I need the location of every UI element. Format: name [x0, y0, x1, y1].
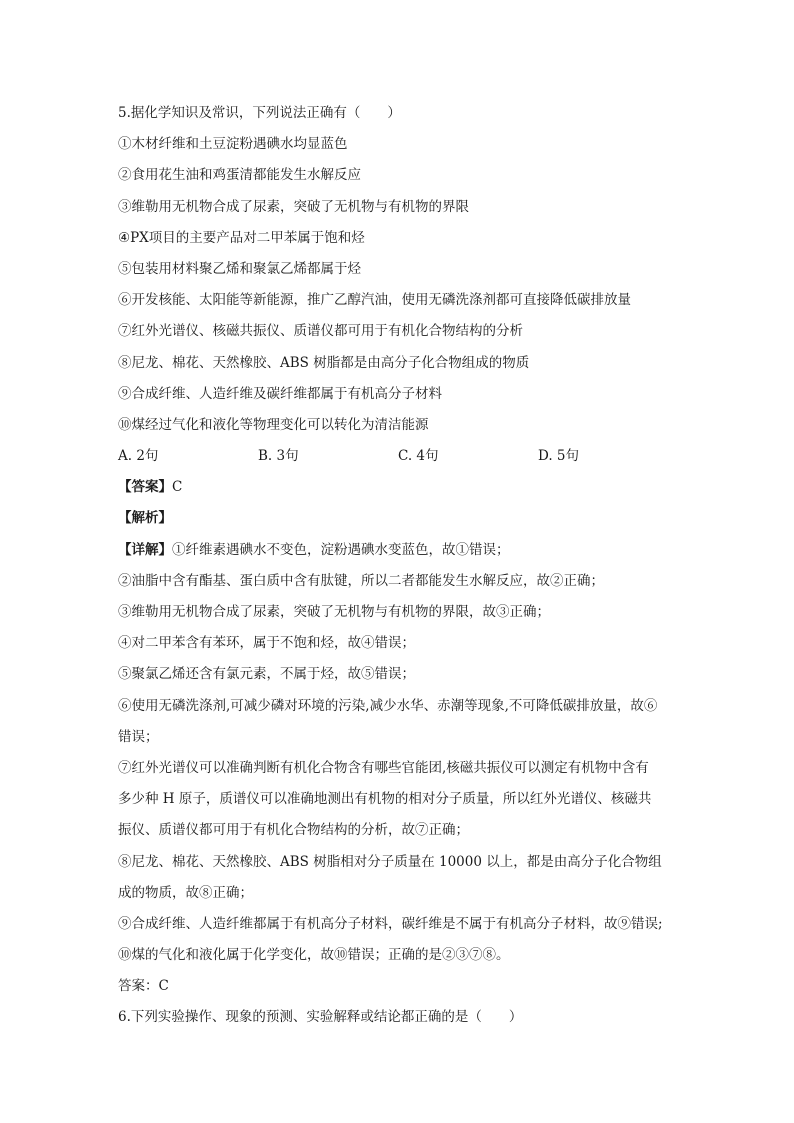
detail-line-3: ③维勒用无机物合成了尿素，突破了无机物与有机物的界限，故③正确； — [118, 604, 550, 620]
detail-line-5: ⑤聚氯乙烯还含有氯元素，不属于烃，故⑤错误； — [118, 666, 415, 683]
detail-line-8: ⑦红外光谱仪可以准确判断有机化合物含有哪些官能团,核磁共振仪可以测定有机物中含有 — [118, 759, 649, 776]
detail-line-7: 错误； — [118, 728, 159, 745]
detail-line-6: ⑥使用无磷洗涤剂,可减少磷对环境的污染,减少水华、赤潮等现象,不可降低碳排放量，故⑥ — [118, 697, 658, 714]
statement-4: ④PX项目的主要产品对二甲苯属于饱和烃 — [118, 229, 365, 246]
statement-3: ③维勒用无机物合成了尿素，突破了无机物与有机物的界限 — [118, 198, 469, 215]
detail-line-2: ②油脂中含有酯基、蛋白质中含有肽键，所以二者都能发生水解反应，故②正确； — [118, 572, 604, 589]
detail-line-4: ④对二甲苯含有苯环，属于不饱和烃，故④错误； — [118, 635, 415, 652]
statement-6: ⑥开发核能、太阳能等新能源，推广乙醇汽油，使用无磷洗涤剂都可直接降低碳排放量 — [118, 292, 631, 309]
statement-2: ②食用花生油和鸡蛋清都能发生水解反应 — [118, 167, 361, 184]
option-c: C. 4句 — [398, 448, 439, 465]
detail-line-10: 振仪、质谱仪都可用于有机化合物结构的分析，故⑦正确； — [118, 822, 469, 839]
option-d: D. 5句 — [538, 448, 580, 465]
question-6-stem: 6.下列实验操作、现象的预测、实验解释或结论都正确的是（ ） — [118, 1009, 523, 1026]
statement-8: ⑧尼龙、棉花、天然橡胶、ABS 树脂都是由高分子化合物组成的物质 — [118, 354, 530, 371]
question-5-options — [118, 441, 678, 472]
question-5-statements — [118, 129, 678, 441]
detail-line-12: 成的物质，故⑧正确； — [118, 884, 253, 901]
statement-5: ⑤包装用材料聚乙烯和聚氯乙烯都属于烃 — [118, 260, 361, 277]
statement-9: ⑨合成纤维、人造纤维及碳纤维都属于有机高分子材料 — [118, 385, 442, 402]
statement-10: ⑩煤经过气化和液化等物理变化可以转化为清洁能源 — [118, 416, 429, 433]
final-answer: 答案：C — [118, 978, 169, 995]
answer-value: C — [172, 479, 183, 496]
detail-line-13: ⑨合成纤维、人造纤维都属于有机高分子材料，碳纤维是不属于有机高分子材料，故⑨错误; — [118, 915, 663, 932]
statement-1: ①木材纤维和土豆淀粉遇碘水均显蓝色 — [118, 136, 348, 153]
detail-line-11: ⑧尼龙、棉花、天然橡胶、ABS 树脂相对分子质量在 10000 以上，都是由高分子化合物组 — [118, 853, 662, 870]
detail-text-1: ①纤维素遇碘水不变色，淀粉遇碘水变蓝色，故①错误； — [172, 541, 510, 558]
analysis-label: 【解析】 — [118, 510, 172, 527]
detail-line-9: 多少种 H 原子，质谱仪可以准确地测出有机物的相对分子质量，所以红外光谱仪、核磁共 — [118, 791, 652, 808]
answer-line — [118, 472, 678, 503]
option-b: B. 3句 — [258, 448, 299, 465]
detail-label: 【详解】 — [118, 541, 172, 558]
answer-label: 【答案】 — [118, 479, 172, 496]
option-a: A. 2句 — [118, 448, 159, 465]
detail-line-1 — [118, 535, 678, 566]
detail-line-14: ⑩煤的气化和液化属于化学变化，故⑩错误；正确的是②③⑦⑧。 — [118, 947, 510, 964]
statement-7: ⑦红外光谱仪、核磁共振仪、质谱仪都可用于有机化合物结构的分析 — [118, 323, 523, 340]
question-5-stem: 5.据化学知识及常识，下列说法正确有（ ） — [118, 105, 401, 121]
document-page — [118, 98, 678, 1034]
